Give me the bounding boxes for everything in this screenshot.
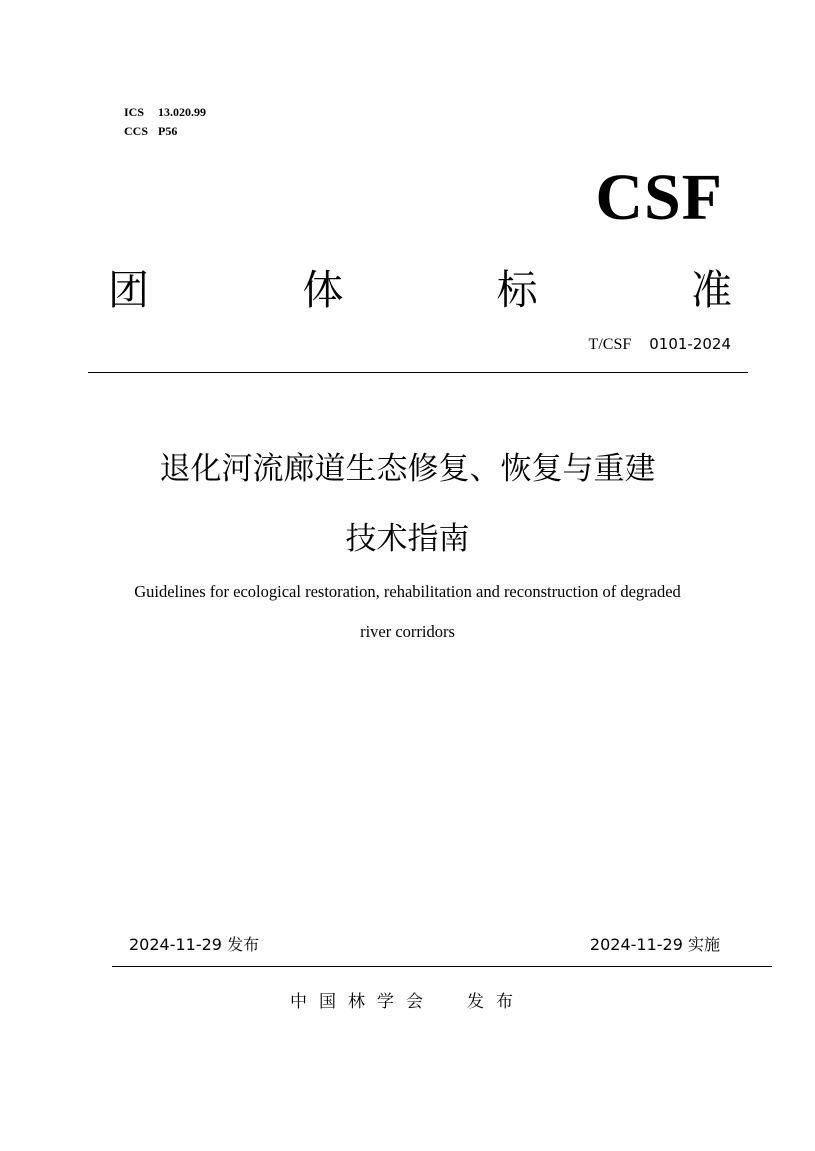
standard-type-char: 体 — [302, 266, 344, 314]
chinese-title — [0, 446, 815, 586]
standard-code-number: 0101-2024 — [649, 335, 731, 353]
ccs-row — [124, 122, 206, 141]
ics-row — [124, 103, 206, 122]
standard-type-char: 标 — [496, 266, 538, 314]
implementation-date: 2024-11-29 实施 — [589, 935, 720, 954]
standard-code-prefix: T/CSF — [588, 336, 632, 353]
standard-type-char: 准 — [690, 266, 732, 314]
ccs-label: CCS — [124, 124, 149, 138]
classification-codes — [124, 103, 206, 141]
publisher-action: 发布 — [467, 992, 525, 1012]
ccs-value: P56 — [158, 124, 178, 138]
brand-logo-text: CSF — [595, 161, 723, 234]
standard-code — [589, 333, 731, 356]
top-divider — [88, 372, 748, 373]
standard-type-heading — [108, 262, 732, 318]
issue-date: 2024-11-29 发布 — [129, 935, 260, 954]
ics-value: 13.020.99 — [158, 105, 206, 119]
english-title-line-2: river corridors — [360, 622, 455, 641]
bottom-divider — [112, 966, 772, 967]
chinese-title-line-2: 技术指南 — [345, 521, 470, 557]
publisher-line — [0, 990, 815, 1014]
ics-label: ICS — [124, 105, 145, 119]
chinese-title-line-1: 退化河流廊道生态修复、恢复与重建 — [159, 451, 656, 487]
english-title — [0, 572, 815, 652]
english-title-line-1: Guidelines for ecological restoration, rehabilitation and reconstruction of degraded — [134, 582, 681, 601]
standard-type-char: 团 — [108, 266, 149, 314]
publisher-org: 中国林学会 — [290, 992, 435, 1012]
